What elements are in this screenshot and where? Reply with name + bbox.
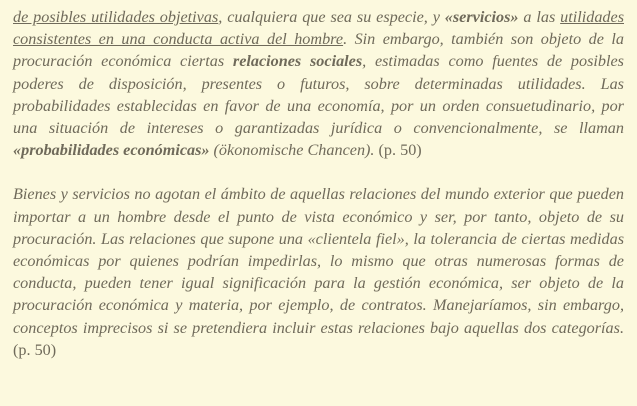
underlined-phrase-active-conduct: utilidades consistentes en una conducta activa del hombre bbox=[13, 8, 624, 49]
text-segment: , estimadas como fuentes de posibles poderes de disposición, presentes o futuros, sobre determinadas utilidades. Las probabilidades establecidas en favor de una economía, por un orden consuetudinario, por una situación de intereses o garantizadas jurídica o convencionalmente, se llaman bbox=[13, 52, 624, 138]
text-segment: (ökonomische Chancen). bbox=[209, 141, 375, 160]
text-segment: . Sin embargo, también son objeto de la procuración económica ciertas bbox=[13, 30, 624, 71]
text-segment: Bienes y servicios no agotan el ámbito de aquellas relaciones del mundo exterior que pueden importar a un hombre desde el punto de vista económico y ser, por tanto, objeto de su procuración. Las relaciones que supone una «clientela fiel», la tolerancia de ciertas medidas económicas por quienes podrían impedirlas, lo mismo que otras numerosas formas de conducta, pueden tener igual significación para la gestión económica, ser objeto de la procuración económica y materia, por ejemplo, de contratos. Manejaríamos, sin embargo, conceptos imprecisos si se pretendiera incluir estas relaciones bajo aquellas dos categorías. bbox=[13, 185, 624, 337]
text-segment: , cualquiera que sea su especie, y bbox=[218, 8, 445, 26]
underlined-phrase-objective-utilities: de posibles utilidades objetivas bbox=[13, 8, 219, 26]
page-reference: (p. 50) bbox=[374, 141, 422, 160]
bold-term-economic-probabilities: «probabilidades económicas» bbox=[13, 141, 210, 160]
bold-term-social-relations: relaciones sociales bbox=[232, 52, 363, 71]
page-reference: (p. 50) bbox=[13, 340, 57, 359]
paragraph-1 bbox=[13, 6, 624, 161]
bold-term-services: «servicios» bbox=[444, 8, 519, 26]
text-segment: a las bbox=[518, 8, 561, 26]
paragraph-2 bbox=[13, 183, 624, 361]
